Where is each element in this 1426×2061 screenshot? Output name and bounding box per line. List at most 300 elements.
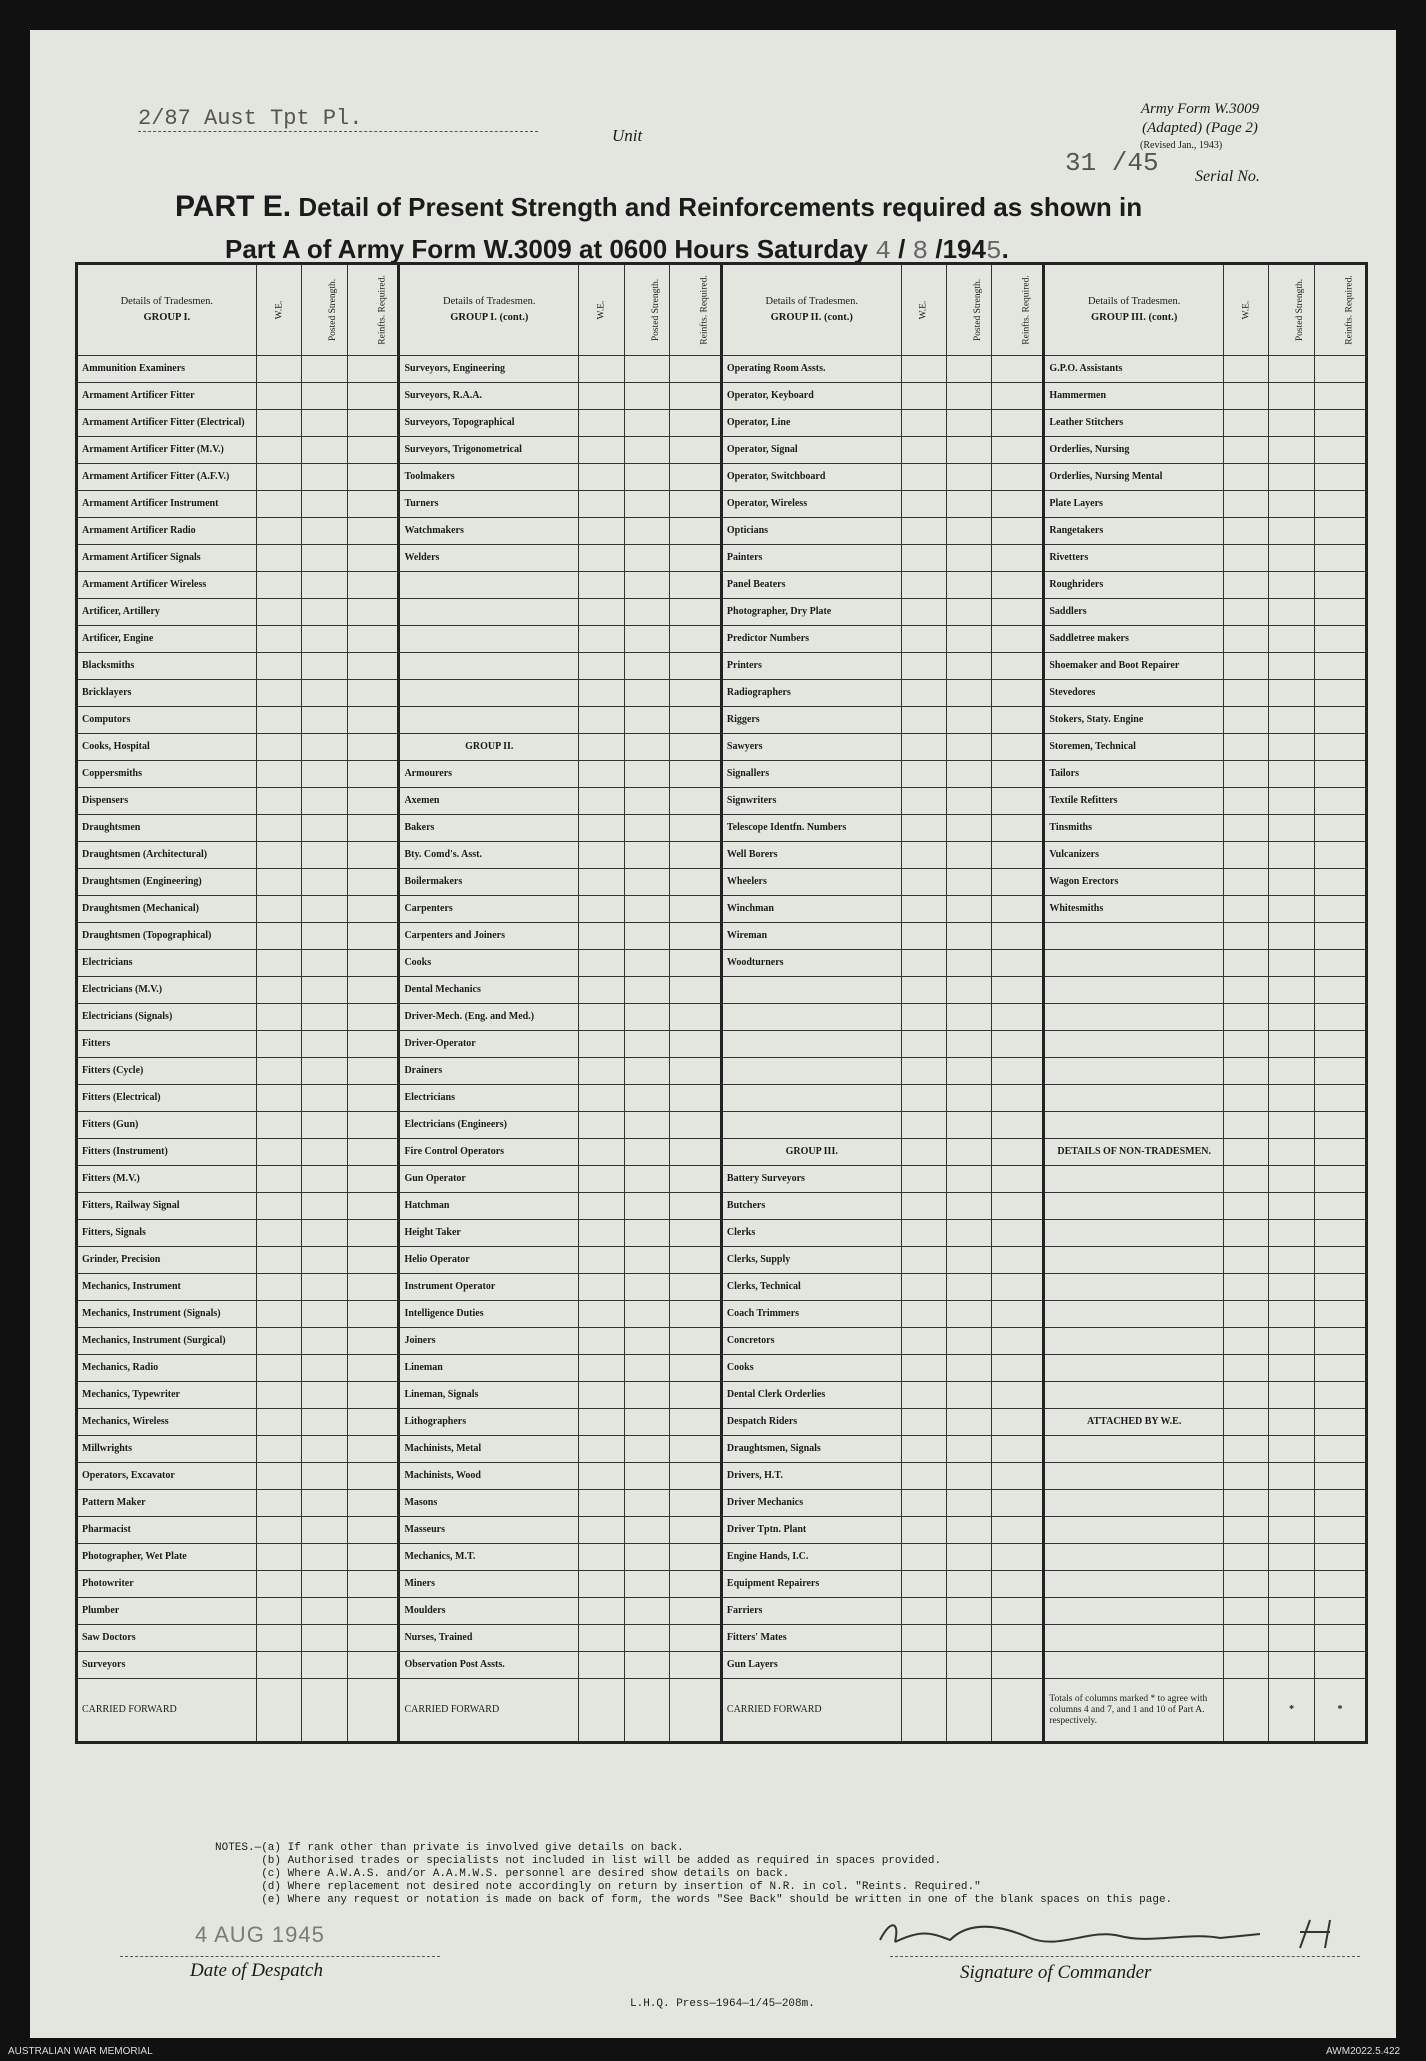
entry-cell[interactable] (669, 1058, 721, 1085)
entry-cell[interactable] (1269, 761, 1314, 788)
entry-cell[interactable] (1224, 518, 1269, 545)
entry-cell[interactable] (669, 1652, 721, 1679)
entry-cell[interactable] (256, 572, 301, 599)
entry-cell[interactable] (1269, 464, 1314, 491)
entry-cell[interactable] (669, 1085, 721, 1112)
entry-cell[interactable] (992, 1247, 1044, 1274)
entry-cell[interactable] (1224, 410, 1269, 437)
entry-cell[interactable] (1269, 491, 1314, 518)
entry-cell[interactable] (946, 518, 991, 545)
entry-cell[interactable] (624, 1220, 669, 1247)
entry-cell[interactable] (1269, 1112, 1314, 1139)
entry-cell[interactable] (946, 464, 991, 491)
entry-cell[interactable] (946, 626, 991, 653)
entry-cell[interactable] (302, 1544, 347, 1571)
entry-cell[interactable] (901, 1112, 946, 1139)
entry-cell[interactable] (256, 680, 301, 707)
entry-cell[interactable] (256, 1517, 301, 1544)
entry-cell[interactable] (992, 356, 1044, 383)
carried-forward-cell[interactable] (992, 1679, 1044, 1743)
entry-cell[interactable] (624, 1355, 669, 1382)
entry-cell[interactable] (992, 1409, 1044, 1436)
entry-cell[interactable] (669, 1409, 721, 1436)
entry-cell[interactable] (1224, 1112, 1269, 1139)
entry-cell[interactable] (256, 923, 301, 950)
entry-cell[interactable] (347, 1058, 399, 1085)
entry-cell[interactable] (579, 1193, 624, 1220)
entry-cell[interactable] (1224, 1031, 1269, 1058)
entry-cell[interactable] (579, 923, 624, 950)
entry-cell[interactable] (1269, 599, 1314, 626)
entry-cell[interactable] (347, 491, 399, 518)
entry-cell[interactable] (579, 410, 624, 437)
entry-cell[interactable] (1314, 1490, 1366, 1517)
entry-cell[interactable] (1314, 1085, 1366, 1112)
entry-cell[interactable] (946, 977, 991, 1004)
entry-cell[interactable] (579, 383, 624, 410)
entry-cell[interactable] (946, 1004, 991, 1031)
entry-cell[interactable] (992, 896, 1044, 923)
entry-cell[interactable] (669, 680, 721, 707)
entry-cell[interactable] (347, 734, 399, 761)
entry-cell[interactable] (624, 734, 669, 761)
entry-cell[interactable] (256, 1544, 301, 1571)
entry-cell[interactable] (669, 1220, 721, 1247)
entry-cell[interactable] (946, 1382, 991, 1409)
entry-cell[interactable] (669, 1247, 721, 1274)
entry-cell[interactable] (579, 518, 624, 545)
entry-cell[interactable] (669, 734, 721, 761)
entry-cell[interactable] (901, 1598, 946, 1625)
entry-cell[interactable] (302, 896, 347, 923)
entry-cell[interactable] (669, 1436, 721, 1463)
entry-cell[interactable] (579, 1166, 624, 1193)
entry-cell[interactable] (1269, 1436, 1314, 1463)
entry-cell[interactable] (302, 1301, 347, 1328)
entry-cell[interactable] (669, 356, 721, 383)
entry-cell[interactable] (1314, 383, 1366, 410)
entry-cell[interactable] (579, 1004, 624, 1031)
entry-cell[interactable] (347, 1328, 399, 1355)
entry-cell[interactable] (302, 491, 347, 518)
entry-cell[interactable] (992, 707, 1044, 734)
entry-cell[interactable] (1224, 491, 1269, 518)
entry-cell[interactable] (1224, 896, 1269, 923)
entry-cell[interactable] (302, 977, 347, 1004)
entry-cell[interactable] (1314, 1274, 1366, 1301)
entry-cell[interactable] (1314, 1544, 1366, 1571)
entry-cell[interactable] (992, 869, 1044, 896)
entry-cell[interactable] (1314, 869, 1366, 896)
entry-cell[interactable] (1269, 869, 1314, 896)
entry-cell[interactable] (624, 572, 669, 599)
entry-cell[interactable] (256, 1598, 301, 1625)
entry-cell[interactable] (946, 680, 991, 707)
entry-cell[interactable] (1269, 1544, 1314, 1571)
entry-cell[interactable] (669, 491, 721, 518)
entry-cell[interactable] (579, 356, 624, 383)
entry-cell[interactable] (901, 1031, 946, 1058)
entry-cell[interactable] (624, 464, 669, 491)
entry-cell[interactable] (1314, 464, 1366, 491)
entry-cell[interactable] (624, 788, 669, 815)
entry-cell[interactable] (1314, 1463, 1366, 1490)
entry-cell[interactable] (992, 1625, 1044, 1652)
entry-cell[interactable] (901, 734, 946, 761)
entry-cell[interactable] (1224, 680, 1269, 707)
entry-cell[interactable] (1224, 1193, 1269, 1220)
entry-cell[interactable] (1314, 1409, 1366, 1436)
entry-cell[interactable] (669, 1301, 721, 1328)
entry-cell[interactable] (946, 896, 991, 923)
entry-cell[interactable] (669, 1625, 721, 1652)
entry-cell[interactable] (302, 1598, 347, 1625)
entry-cell[interactable] (946, 356, 991, 383)
entry-cell[interactable] (946, 1247, 991, 1274)
entry-cell[interactable] (1224, 1463, 1269, 1490)
entry-cell[interactable] (946, 761, 991, 788)
entry-cell[interactable] (256, 788, 301, 815)
entry-cell[interactable] (901, 1463, 946, 1490)
entry-cell[interactable] (992, 437, 1044, 464)
carried-forward-cell[interactable] (669, 1679, 721, 1743)
entry-cell[interactable] (901, 761, 946, 788)
entry-cell[interactable] (579, 1355, 624, 1382)
entry-cell[interactable] (669, 1382, 721, 1409)
entry-cell[interactable] (669, 1193, 721, 1220)
entry-cell[interactable] (1314, 1625, 1366, 1652)
entry-cell[interactable] (946, 1544, 991, 1571)
entry-cell[interactable] (256, 1112, 301, 1139)
entry-cell[interactable] (901, 599, 946, 626)
entry-cell[interactable] (347, 1544, 399, 1571)
entry-cell[interactable] (624, 518, 669, 545)
entry-cell[interactable] (624, 410, 669, 437)
entry-cell[interactable] (302, 815, 347, 842)
entry-cell[interactable] (1224, 1355, 1269, 1382)
entry-cell[interactable] (256, 896, 301, 923)
entry-cell[interactable] (901, 1625, 946, 1652)
entry-cell[interactable] (256, 977, 301, 1004)
entry-cell[interactable] (579, 1328, 624, 1355)
entry-cell[interactable] (1224, 1301, 1269, 1328)
entry-cell[interactable] (1269, 1274, 1314, 1301)
entry-cell[interactable] (1269, 1355, 1314, 1382)
entry-cell[interactable] (1314, 1571, 1366, 1598)
entry-cell[interactable] (624, 1409, 669, 1436)
entry-cell[interactable] (256, 1220, 301, 1247)
entry-cell[interactable] (1224, 923, 1269, 950)
entry-cell[interactable] (901, 1247, 946, 1274)
entry-cell[interactable] (901, 1139, 946, 1166)
entry-cell[interactable] (946, 950, 991, 977)
entry-cell[interactable] (1314, 1355, 1366, 1382)
entry-cell[interactable] (669, 1112, 721, 1139)
entry-cell[interactable] (946, 1193, 991, 1220)
entry-cell[interactable] (1269, 626, 1314, 653)
entry-cell[interactable] (992, 518, 1044, 545)
entry-cell[interactable] (1269, 734, 1314, 761)
entry-cell[interactable] (992, 1031, 1044, 1058)
entry-cell[interactable] (669, 1328, 721, 1355)
entry-cell[interactable] (624, 1004, 669, 1031)
entry-cell[interactable] (624, 896, 669, 923)
entry-cell[interactable] (946, 1355, 991, 1382)
entry-cell[interactable] (347, 1085, 399, 1112)
entry-cell[interactable] (579, 572, 624, 599)
entry-cell[interactable] (579, 545, 624, 572)
entry-cell[interactable] (256, 545, 301, 572)
entry-cell[interactable] (946, 1220, 991, 1247)
entry-cell[interactable] (624, 599, 669, 626)
entry-cell[interactable] (1314, 1193, 1366, 1220)
entry-cell[interactable] (1224, 1571, 1269, 1598)
entry-cell[interactable] (1224, 842, 1269, 869)
entry-cell[interactable] (624, 1571, 669, 1598)
entry-cell[interactable] (992, 1220, 1044, 1247)
entry-cell[interactable] (946, 707, 991, 734)
entry-cell[interactable] (1314, 977, 1366, 1004)
entry-cell[interactable] (624, 1625, 669, 1652)
entry-cell[interactable] (347, 410, 399, 437)
entry-cell[interactable] (992, 1274, 1044, 1301)
entry-cell[interactable] (669, 1463, 721, 1490)
entry-cell[interactable] (901, 788, 946, 815)
entry-cell[interactable] (1224, 626, 1269, 653)
entry-cell[interactable] (347, 1004, 399, 1031)
entry-cell[interactable] (347, 1274, 399, 1301)
entry-cell[interactable] (1269, 896, 1314, 923)
entry-cell[interactable] (302, 707, 347, 734)
entry-cell[interactable] (347, 518, 399, 545)
entry-cell[interactable] (946, 1436, 991, 1463)
entry-cell[interactable] (946, 1058, 991, 1085)
entry-cell[interactable] (946, 653, 991, 680)
entry-cell[interactable] (1314, 923, 1366, 950)
entry-cell[interactable] (1314, 707, 1366, 734)
entry-cell[interactable] (1314, 356, 1366, 383)
entry-cell[interactable] (992, 1517, 1044, 1544)
entry-cell[interactable] (347, 1382, 399, 1409)
entry-cell[interactable] (1314, 1058, 1366, 1085)
entry-cell[interactable] (256, 815, 301, 842)
entry-cell[interactable] (1224, 545, 1269, 572)
entry-cell[interactable] (256, 518, 301, 545)
entry-cell[interactable] (624, 1328, 669, 1355)
entry-cell[interactable] (302, 1490, 347, 1517)
entry-cell[interactable] (1314, 1598, 1366, 1625)
entry-cell[interactable] (1269, 1517, 1314, 1544)
entry-cell[interactable] (946, 1625, 991, 1652)
entry-cell[interactable] (901, 707, 946, 734)
entry-cell[interactable] (302, 1463, 347, 1490)
entry-cell[interactable] (579, 950, 624, 977)
entry-cell[interactable] (901, 545, 946, 572)
entry-cell[interactable] (992, 842, 1044, 869)
entry-cell[interactable] (669, 1031, 721, 1058)
entry-cell[interactable] (302, 1517, 347, 1544)
entry-cell[interactable] (624, 1112, 669, 1139)
entry-cell[interactable] (624, 869, 669, 896)
entry-cell[interactable] (901, 1409, 946, 1436)
entry-cell[interactable] (669, 383, 721, 410)
entry-cell[interactable] (579, 1625, 624, 1652)
entry-cell[interactable] (669, 1166, 721, 1193)
entry-cell[interactable] (1269, 680, 1314, 707)
entry-cell[interactable] (579, 707, 624, 734)
entry-cell[interactable] (1269, 1166, 1314, 1193)
total-star-cell[interactable]: * (1269, 1679, 1314, 1743)
entry-cell[interactable] (946, 572, 991, 599)
entry-cell[interactable] (946, 842, 991, 869)
entry-cell[interactable] (256, 1328, 301, 1355)
entry-cell[interactable] (1269, 383, 1314, 410)
entry-cell[interactable] (256, 1382, 301, 1409)
carried-forward-cell[interactable] (946, 1679, 991, 1743)
entry-cell[interactable] (992, 1652, 1044, 1679)
entry-cell[interactable] (624, 1139, 669, 1166)
entry-cell[interactable] (901, 1301, 946, 1328)
entry-cell[interactable] (624, 545, 669, 572)
entry-cell[interactable] (302, 383, 347, 410)
entry-cell[interactable] (624, 437, 669, 464)
entry-cell[interactable] (624, 761, 669, 788)
entry-cell[interactable] (992, 1355, 1044, 1382)
entry-cell[interactable] (1269, 1058, 1314, 1085)
entry-cell[interactable] (946, 437, 991, 464)
entry-cell[interactable] (256, 1166, 301, 1193)
entry-cell[interactable] (579, 1409, 624, 1436)
entry-cell[interactable] (624, 356, 669, 383)
entry-cell[interactable] (1314, 950, 1366, 977)
entry-cell[interactable] (946, 1031, 991, 1058)
entry-cell[interactable] (256, 1490, 301, 1517)
entry-cell[interactable] (302, 1625, 347, 1652)
entry-cell[interactable] (302, 1409, 347, 1436)
entry-cell[interactable] (302, 1139, 347, 1166)
entry-cell[interactable] (1224, 1166, 1269, 1193)
entry-cell[interactable] (302, 1085, 347, 1112)
entry-cell[interactable] (1314, 410, 1366, 437)
entry-cell[interactable] (256, 1031, 301, 1058)
entry-cell[interactable] (1269, 815, 1314, 842)
entry-cell[interactable] (669, 923, 721, 950)
entry-cell[interactable] (946, 1301, 991, 1328)
entry-cell[interactable] (669, 1004, 721, 1031)
entry-cell[interactable] (302, 599, 347, 626)
entry-cell[interactable] (1224, 1139, 1269, 1166)
entry-cell[interactable] (579, 1571, 624, 1598)
entry-cell[interactable] (1224, 788, 1269, 815)
entry-cell[interactable] (946, 869, 991, 896)
entry-cell[interactable] (347, 869, 399, 896)
entry-cell[interactable] (347, 437, 399, 464)
carried-forward-cell[interactable] (901, 1679, 946, 1743)
entry-cell[interactable] (901, 1328, 946, 1355)
entry-cell[interactable] (1224, 1598, 1269, 1625)
entry-cell[interactable] (256, 1463, 301, 1490)
entry-cell[interactable] (901, 1490, 946, 1517)
entry-cell[interactable] (1314, 1247, 1366, 1274)
entry-cell[interactable] (1269, 1193, 1314, 1220)
entry-cell[interactable] (669, 518, 721, 545)
entry-cell[interactable] (669, 707, 721, 734)
entry-cell[interactable] (992, 383, 1044, 410)
entry-cell[interactable] (1314, 518, 1366, 545)
entry-cell[interactable] (579, 1598, 624, 1625)
entry-cell[interactable] (669, 545, 721, 572)
entry-cell[interactable] (579, 1382, 624, 1409)
entry-cell[interactable] (901, 1058, 946, 1085)
entry-cell[interactable] (992, 410, 1044, 437)
entry-cell[interactable] (302, 1031, 347, 1058)
entry-cell[interactable] (1314, 1139, 1366, 1166)
entry-cell[interactable] (347, 1625, 399, 1652)
entry-cell[interactable] (901, 1517, 946, 1544)
entry-cell[interactable] (992, 1112, 1044, 1139)
entry-cell[interactable] (669, 842, 721, 869)
entry-cell[interactable] (1314, 842, 1366, 869)
entry-cell[interactable] (669, 599, 721, 626)
entry-cell[interactable] (1224, 950, 1269, 977)
entry-cell[interactable] (669, 896, 721, 923)
entry-cell[interactable] (579, 1490, 624, 1517)
entry-cell[interactable] (579, 896, 624, 923)
entry-cell[interactable] (302, 1058, 347, 1085)
entry-cell[interactable] (302, 410, 347, 437)
entry-cell[interactable] (992, 1166, 1044, 1193)
entry-cell[interactable] (669, 1490, 721, 1517)
entry-cell[interactable] (1314, 653, 1366, 680)
entry-cell[interactable] (347, 1193, 399, 1220)
entry-cell[interactable] (347, 680, 399, 707)
entry-cell[interactable] (946, 1112, 991, 1139)
entry-cell[interactable] (901, 572, 946, 599)
entry-cell[interactable] (579, 761, 624, 788)
entry-cell[interactable] (946, 1598, 991, 1625)
entry-cell[interactable] (1314, 599, 1366, 626)
entry-cell[interactable] (579, 464, 624, 491)
entry-cell[interactable] (1314, 896, 1366, 923)
entry-cell[interactable] (901, 1652, 946, 1679)
entry-cell[interactable] (992, 1328, 1044, 1355)
entry-cell[interactable] (624, 707, 669, 734)
entry-cell[interactable] (1269, 1490, 1314, 1517)
entry-cell[interactable] (579, 1247, 624, 1274)
entry-cell[interactable] (946, 1274, 991, 1301)
entry-cell[interactable] (347, 383, 399, 410)
entry-cell[interactable] (302, 761, 347, 788)
entry-cell[interactable] (624, 653, 669, 680)
entry-cell[interactable] (1269, 707, 1314, 734)
entry-cell[interactable] (992, 1382, 1044, 1409)
entry-cell[interactable] (946, 1139, 991, 1166)
entry-cell[interactable] (946, 1409, 991, 1436)
entry-cell[interactable] (901, 1436, 946, 1463)
entry-cell[interactable] (1224, 1652, 1269, 1679)
entry-cell[interactable] (579, 788, 624, 815)
entry-cell[interactable] (256, 410, 301, 437)
entry-cell[interactable] (347, 707, 399, 734)
entry-cell[interactable] (669, 788, 721, 815)
entry-cell[interactable] (1224, 734, 1269, 761)
entry-cell[interactable] (992, 788, 1044, 815)
entry-cell[interactable] (579, 842, 624, 869)
entry-cell[interactable] (669, 1274, 721, 1301)
entry-cell[interactable] (901, 923, 946, 950)
entry-cell[interactable] (1314, 788, 1366, 815)
entry-cell[interactable] (901, 1544, 946, 1571)
